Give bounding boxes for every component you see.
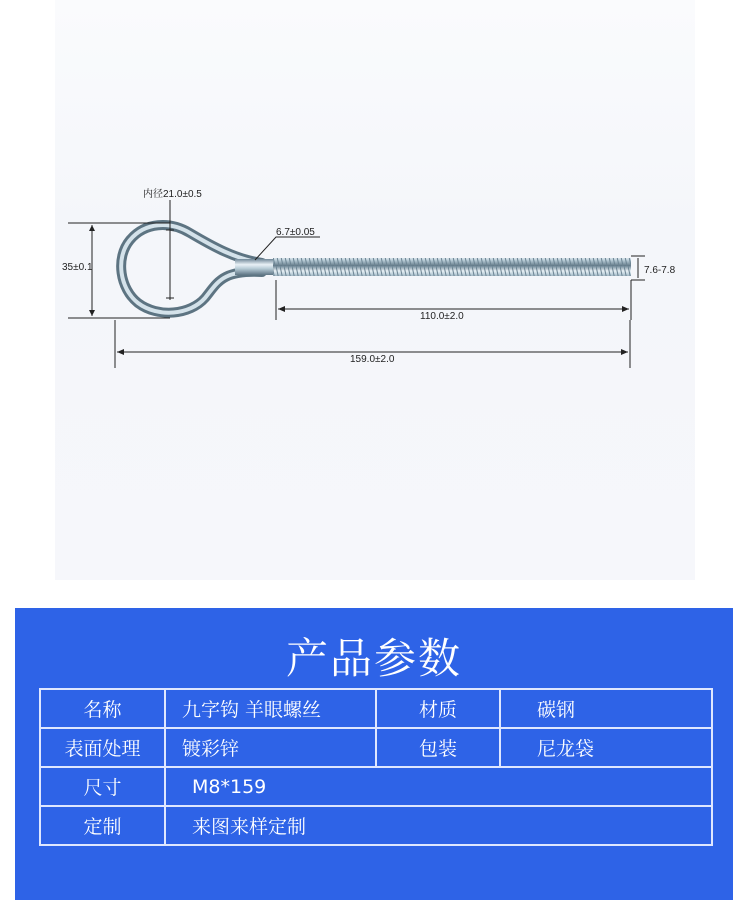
- table-row: [41, 807, 713, 846]
- packaging-value: 尼龙袋: [501, 729, 713, 768]
- packaging-label: 包装: [377, 729, 501, 768]
- surface-value: 镀彩锌: [166, 729, 377, 768]
- spec-table: [39, 688, 713, 846]
- height-label: 35±0.1: [62, 262, 93, 273]
- custom-value: 来图来样定制: [166, 807, 713, 846]
- thread-dia-label: 7.6-7.8: [644, 265, 676, 276]
- material-label: 材质: [377, 690, 501, 729]
- wire-dim-label: 6.7±0.05: [276, 227, 315, 238]
- table-row: [41, 729, 713, 768]
- name-value: 九字钩 羊眼螺丝: [166, 690, 377, 729]
- name-label: 名称: [41, 690, 166, 729]
- screw-shank: [235, 259, 275, 275]
- thread-length-label: 110.0±2.0: [420, 311, 464, 322]
- threaded-rod: [273, 258, 631, 276]
- material-value: 碳钢: [501, 690, 713, 729]
- inner-diameter-label: 内径21.0±0.5: [143, 189, 202, 200]
- total-length-label: 159.0±2.0: [350, 354, 395, 365]
- custom-label: 定制: [41, 807, 166, 846]
- surface-label: 表面处理: [41, 729, 166, 768]
- table-row: [41, 768, 713, 807]
- product-spec-panel: [15, 608, 733, 900]
- table-row: [41, 690, 713, 729]
- eye-screw-dimension-drawing: [0, 0, 750, 420]
- spec-title: 产品参数: [285, 634, 462, 683]
- size-label: 尺寸: [41, 768, 166, 807]
- size-value: M8*159: [166, 768, 713, 807]
